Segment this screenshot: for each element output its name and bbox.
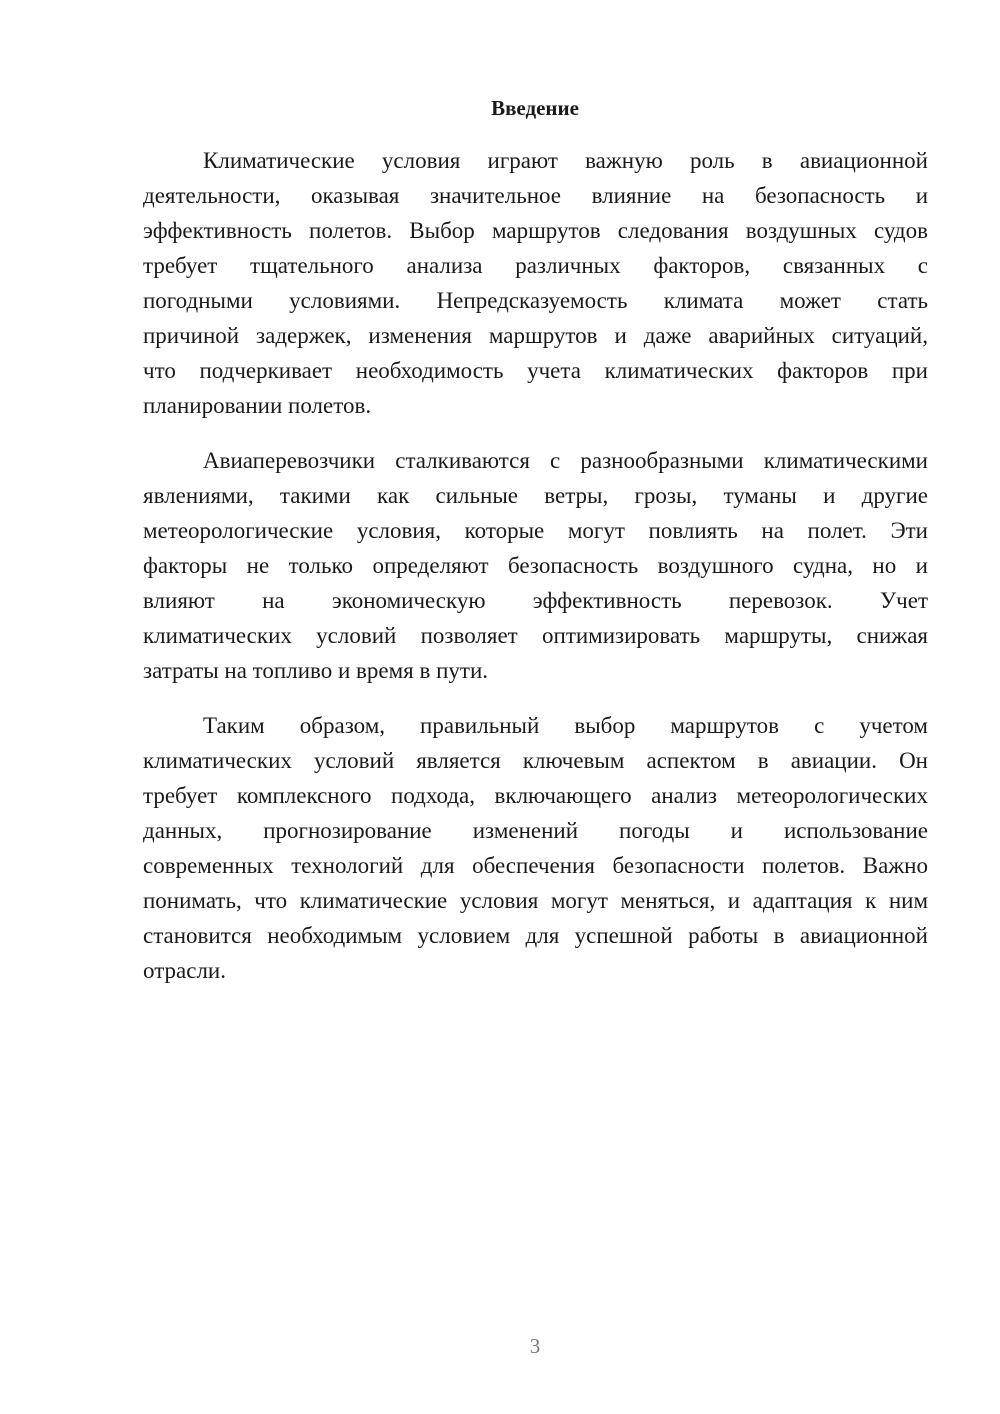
text-line: затраты на топливо и время в пути.	[143, 658, 488, 683]
text-line: Таким образом, правильный выбор маршрутов с учетом	[203, 713, 928, 738]
text-line: деятельности, оказывая значительное влияние на безопасность и	[143, 183, 928, 208]
document-body	[143, 143, 928, 1008]
text-line: явлениями, такими как сильные ветры, грозы, туманы и другие	[143, 483, 928, 508]
text-line: современных технологий для обеспечения безопасности полетов. Важно	[143, 853, 928, 878]
text-line: что подчеркивает необходимость учета климатических факторов при	[143, 358, 928, 383]
paragraph	[143, 708, 928, 988]
text-line: климатических условий является ключевым аспектом в авиации. Он	[143, 748, 928, 773]
paragraph	[143, 443, 928, 688]
text-line: Климатические условия играют важную роль в авиационной	[203, 148, 928, 173]
text-line: Авиаперевозчики сталкиваются с разнообразными климатическими	[203, 448, 928, 473]
text-line: становится необходимым условием для успешной работы в авиационной	[143, 923, 928, 948]
paragraph	[143, 143, 928, 423]
section-heading: Введение	[491, 96, 579, 120]
text-line: климатических условий позволяет оптимизировать маршруты, снижая	[143, 623, 928, 648]
text-line: требует тщательного анализа различных факторов, связанных с	[143, 253, 928, 278]
text-line: планировании полетов.	[143, 393, 372, 418]
text-line: метеорологические условия, которые могут повлиять на полет. Эти	[143, 518, 928, 543]
text-line: факторы не только определяют безопасность воздушного судна, но и	[143, 553, 928, 578]
text-line: требует комплексного подхода, включающего анализ метеорологических	[143, 783, 928, 808]
text-line: отрасли.	[143, 958, 226, 983]
text-line: эффективность полетов. Выбор маршрутов следования воздушных судов	[143, 218, 928, 243]
text-line: понимать, что климатические условия могут меняться, и адаптация к ним	[143, 888, 928, 913]
page-number: 3	[529, 1334, 541, 1358]
text-line: причиной задержек, изменения маршрутов и даже аварийных ситуаций,	[143, 323, 928, 348]
text-line: данных, прогнозирование изменений погоды и использование	[143, 818, 928, 843]
text-line: влияют на экономическую эффективность перевозок. Учет	[143, 588, 928, 613]
text-line: погодными условиями. Непредсказуемость климата может стать	[143, 288, 928, 313]
